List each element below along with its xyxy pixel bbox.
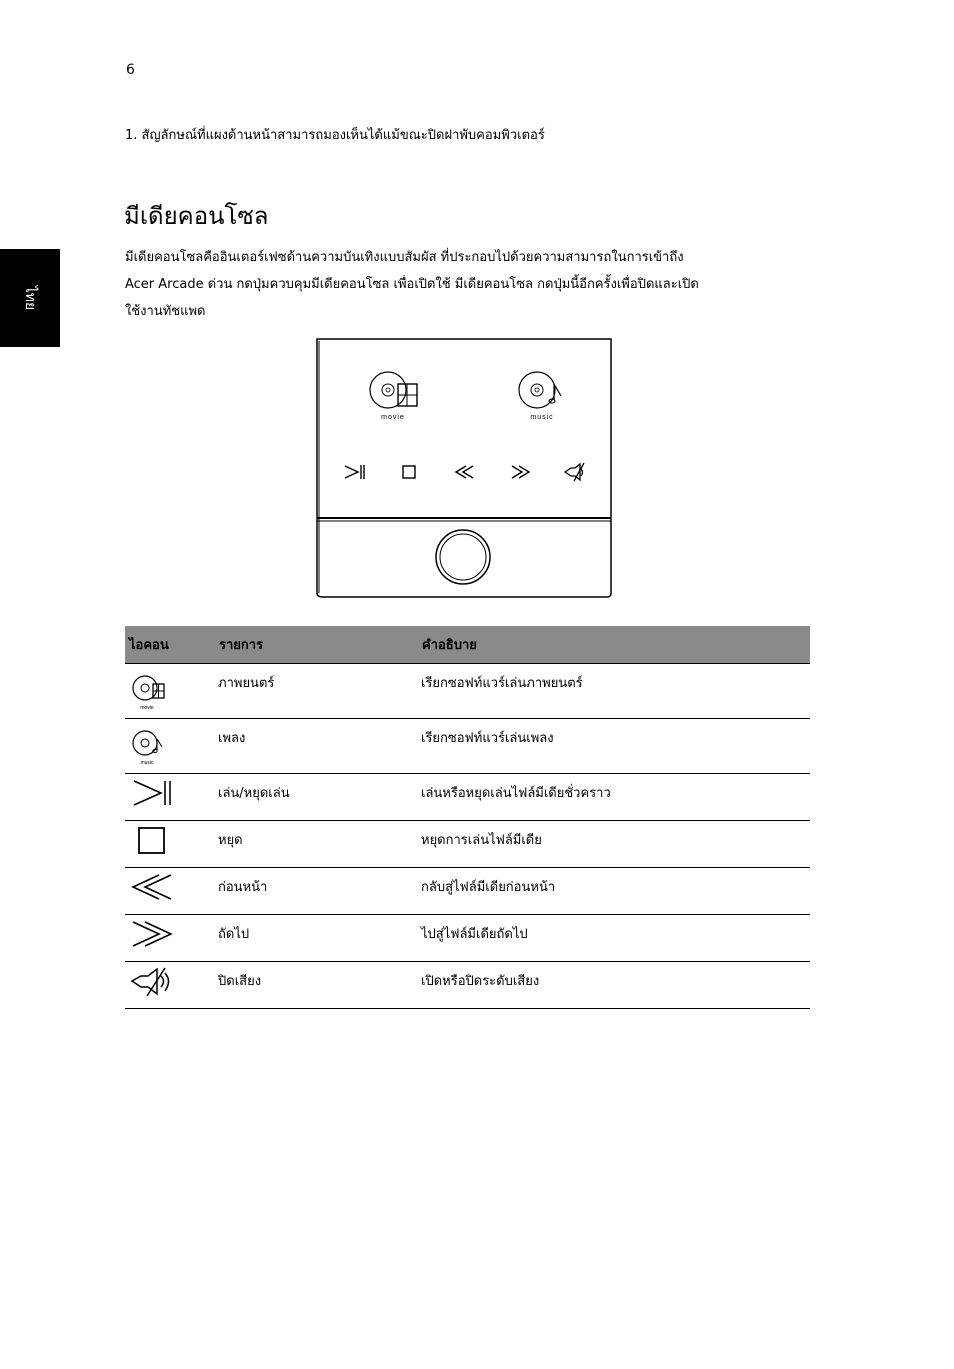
table-row bbox=[125, 774, 810, 821]
table-cell-icon bbox=[125, 719, 215, 774]
table-header-icon: ไอคอน bbox=[125, 626, 215, 664]
intro-line: Acer Arcade ด่วน กดปุ่มควบคุมมีเดียคอนโซล เพื่อเปิดใช้ มีเดียคอนโซล กดปุ่มนี้อีกครั้งเพื่อปิดและเปิด bbox=[125, 277, 699, 292]
mute-icon bbox=[129, 966, 175, 998]
console-power-button bbox=[440, 534, 486, 580]
svg-text:music: music bbox=[140, 760, 154, 766]
console-movie-icon bbox=[370, 372, 417, 408]
table-cell-description: เปิดหรือปิดระดับเสียง bbox=[418, 962, 810, 1009]
icon-table bbox=[125, 626, 810, 1009]
table-cell-item: ก่อนหน้า bbox=[215, 868, 418, 915]
table-cell-description: เล่นหรือหยุดเล่นไฟล์มีเดียชั่วคราว bbox=[418, 774, 810, 821]
footnote: 1. สัญลักษณ์ที่แผงด้านหน้าสามารถมองเห็นได้แม้ขณะปิดฝาพับคอมพิวเตอร์ bbox=[125, 128, 545, 143]
page-number: 6 bbox=[126, 62, 135, 78]
table-cell-description: ไปสู่ไฟล์มีเดียถัดไป bbox=[418, 915, 810, 962]
console-music-label: music bbox=[530, 414, 554, 421]
language-side-tab-label: ไทย bbox=[22, 285, 38, 311]
table-row bbox=[125, 915, 810, 962]
table-header-item: รายการ bbox=[215, 626, 418, 664]
play-pause-icon bbox=[129, 778, 173, 810]
table-cell-icon bbox=[125, 868, 215, 915]
console-mute-icon bbox=[565, 463, 584, 481]
table-cell-icon bbox=[125, 915, 215, 962]
table-row bbox=[125, 664, 810, 719]
table-cell-item: ปิดเสียง bbox=[215, 962, 418, 1009]
music-icon bbox=[129, 723, 169, 767]
media-console-figure bbox=[316, 338, 614, 600]
table-cell-description: กลับสู่ไฟล์มีเดียก่อนหน้า bbox=[418, 868, 810, 915]
stop-icon bbox=[129, 825, 173, 857]
svg-text:movie: movie bbox=[140, 705, 154, 711]
table-cell-description: หยุดการเล่นไฟล์มีเดีย bbox=[418, 821, 810, 868]
console-previous-icon bbox=[456, 466, 473, 478]
table-cell-description: เรียกซอฟท์แวร์เล่นเพลง bbox=[418, 719, 810, 774]
table-row bbox=[125, 962, 810, 1009]
table-row bbox=[125, 868, 810, 915]
intro-line: ใช้งานทัชแพด bbox=[125, 304, 206, 319]
console-movie-label: movie bbox=[381, 414, 405, 421]
table-cell-item: เพลง bbox=[215, 719, 418, 774]
table-cell-icon bbox=[125, 664, 215, 719]
previous-icon bbox=[129, 872, 175, 904]
table-header-row bbox=[125, 626, 810, 664]
intro-line: มีเดียคอนโซลคืออินเตอร์เฟซด้านความบันเทิงแบบสัมผัส ที่ประกอบไปด้วยความสามารถในการเข้าถึง bbox=[125, 250, 684, 265]
table-row bbox=[125, 821, 810, 868]
console-stop-icon bbox=[403, 466, 415, 478]
section-title: มีเดียคอนโซล bbox=[124, 202, 269, 230]
table-cell-description: เรียกซอฟท์แวร์เล่นภาพยนตร์ bbox=[418, 664, 810, 719]
console-power-ring bbox=[436, 530, 490, 584]
console-play-pause-icon bbox=[345, 465, 364, 479]
next-icon bbox=[129, 919, 175, 951]
table-cell-item: หยุด bbox=[215, 821, 418, 868]
console-next-icon bbox=[512, 466, 529, 478]
table-cell-icon bbox=[125, 821, 215, 868]
table-header-description: คำอธิบาย bbox=[418, 626, 810, 664]
language-side-tab bbox=[0, 249, 60, 347]
table-cell-icon bbox=[125, 962, 215, 1009]
table-cell-item: ภาพยนตร์ bbox=[215, 664, 418, 719]
table-cell-icon bbox=[125, 774, 215, 821]
movie-icon bbox=[129, 668, 169, 712]
table-cell-item: ถัดไป bbox=[215, 915, 418, 962]
table-row bbox=[125, 719, 810, 774]
intro-paragraph bbox=[125, 244, 805, 325]
console-music-icon bbox=[519, 372, 561, 408]
table-cell-item: เล่น/หยุดเล่น bbox=[215, 774, 418, 821]
